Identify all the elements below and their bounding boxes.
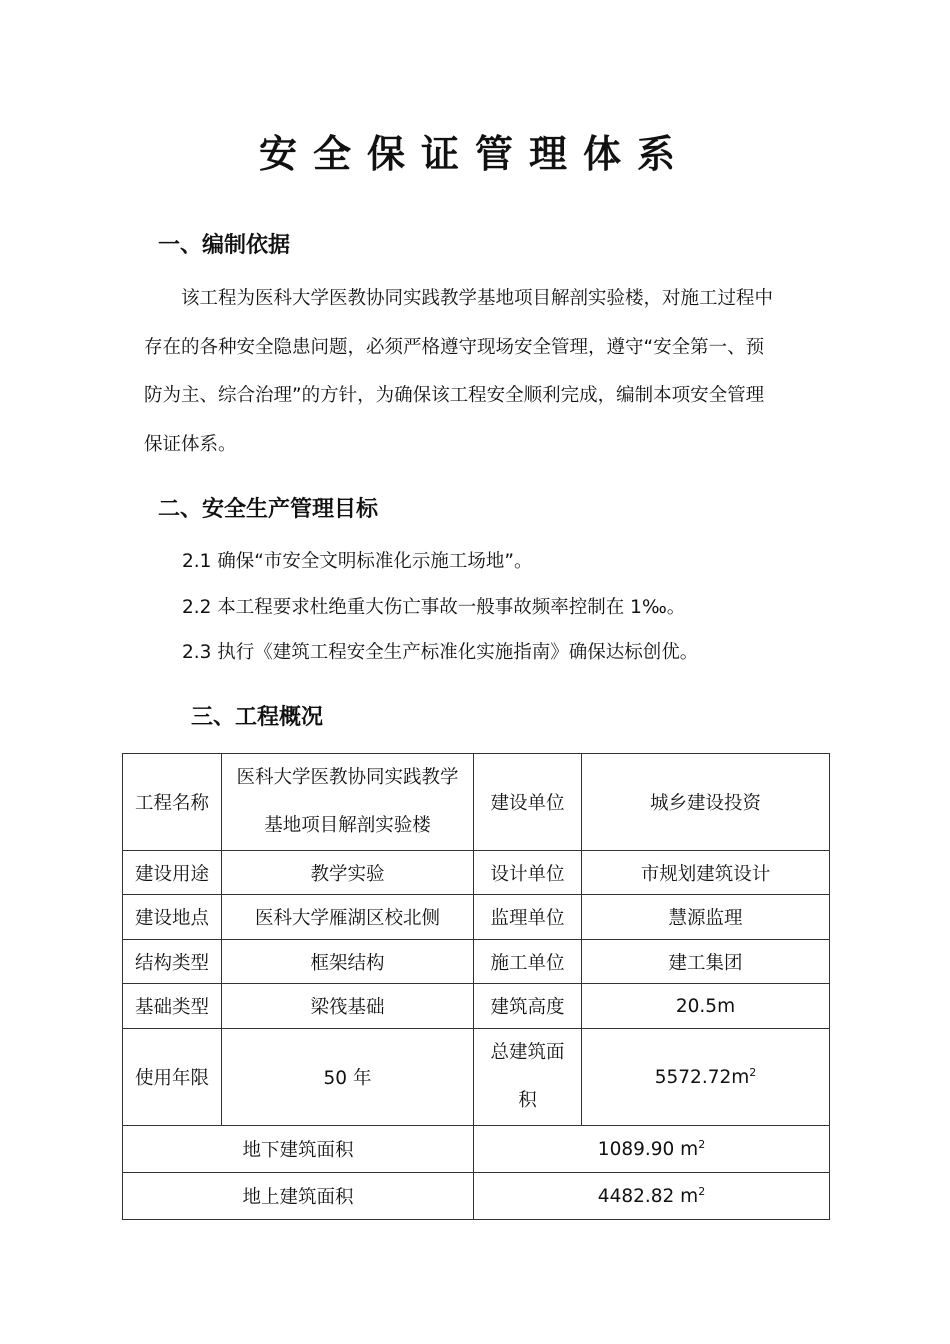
table-label-cell: 建设用途 [123, 851, 222, 895]
page-title: 安全保证管理体系 [258, 132, 691, 176]
section-heading-goals: 二、安全生产管理目标 [158, 497, 379, 522]
table-label-cell: 地上建筑面积 [123, 1173, 474, 1220]
table-value-cell: 市规划建筑设计 [582, 851, 830, 895]
table-label-cell: 使用年限 [123, 1029, 222, 1126]
table-row [123, 1173, 830, 1220]
project-name-cell [222, 754, 474, 851]
table-value-cell: 医科大学雁湖区校北侧 [222, 895, 474, 940]
table-label-cell: 地下建筑面积 [123, 1126, 474, 1173]
total-area-label-line: 积 [518, 1090, 537, 1111]
project-overview-table [122, 753, 830, 1220]
table-label-cell: 基础类型 [123, 984, 222, 1029]
basis-paragraph-line: 存在的各种安全隐患问题，必须严格遵守现场安全管理，遵守“安全第一、预 [144, 337, 765, 358]
underground-area-value: 1089.90 m [597, 1139, 699, 1161]
total-area-value-cell [582, 1029, 830, 1126]
area-unit-superscript: 2 [698, 1137, 706, 1151]
table-label-cell: 建设地点 [123, 895, 222, 940]
project-name-line: 基地项目解剖实验楼 [264, 815, 431, 836]
table-row [123, 1029, 830, 1126]
table-value-cell: 框架结构 [222, 940, 474, 984]
table-label-cell: 工程名称 [123, 754, 222, 851]
aboveground-area-value: 4482.82 m [597, 1186, 699, 1208]
table-row [123, 851, 830, 895]
goal-item: 2.2 本工程要求杜绝重大伤亡事故一般事故频率控制在 1‰。 [182, 597, 686, 618]
aboveground-area-value-cell [474, 1173, 830, 1220]
table-row [123, 895, 830, 940]
table-row [123, 984, 830, 1029]
area-unit-superscript: 2 [698, 1184, 706, 1198]
table-value-cell: 梁筏基础 [222, 984, 474, 1029]
table-value-cell: 慧源监理 [582, 895, 830, 940]
basis-paragraph-line: 保证体系。 [144, 434, 237, 455]
table-row [123, 754, 830, 851]
total-area-label-line: 总建筑面 [490, 1042, 565, 1063]
table-label-cell: 监理单位 [474, 895, 582, 940]
table-value-cell: 50 年 [222, 1029, 474, 1126]
table-label-cell: 建设单位 [474, 754, 582, 851]
table-row [123, 1126, 830, 1173]
total-area-label-cell [474, 1029, 582, 1126]
table-value-cell: 20.5m [582, 984, 830, 1029]
table-label-cell: 结构类型 [123, 940, 222, 984]
table-value-cell: 教学实验 [222, 851, 474, 895]
goal-item: 2.3 执行《建筑工程安全生产标准化实施指南》确保达标创优。 [182, 642, 699, 663]
area-unit-superscript: 2 [749, 1065, 757, 1079]
goal-item: 2.1 确保“市安全文明标准化示施工场地”。 [182, 551, 533, 572]
section-heading-basis: 一、编制依据 [158, 233, 291, 258]
section-heading-overview: 三、工程概况 [191, 705, 324, 730]
table-label-cell: 施工单位 [474, 940, 582, 984]
table-row [123, 940, 830, 984]
basis-paragraph-line: 防为主、综合治理”的方针，为确保该工程安全顺利完成，编制本项安全管理 [144, 385, 765, 406]
table-value-cell: 城乡建设投资 [582, 754, 830, 851]
basis-paragraph-line: 该工程为医科大学医教协同实践教学基地项目解剖实验楼，对施工过程中 [181, 288, 774, 309]
table-label-cell: 设计单位 [474, 851, 582, 895]
table-value-cell: 建工集团 [582, 940, 830, 984]
table-label-cell: 建筑高度 [474, 984, 582, 1029]
project-name-line: 医科大学医教协同实践教学 [236, 767, 459, 788]
total-area-value: 5572.72m [654, 1067, 750, 1089]
underground-area-value-cell [474, 1126, 830, 1173]
